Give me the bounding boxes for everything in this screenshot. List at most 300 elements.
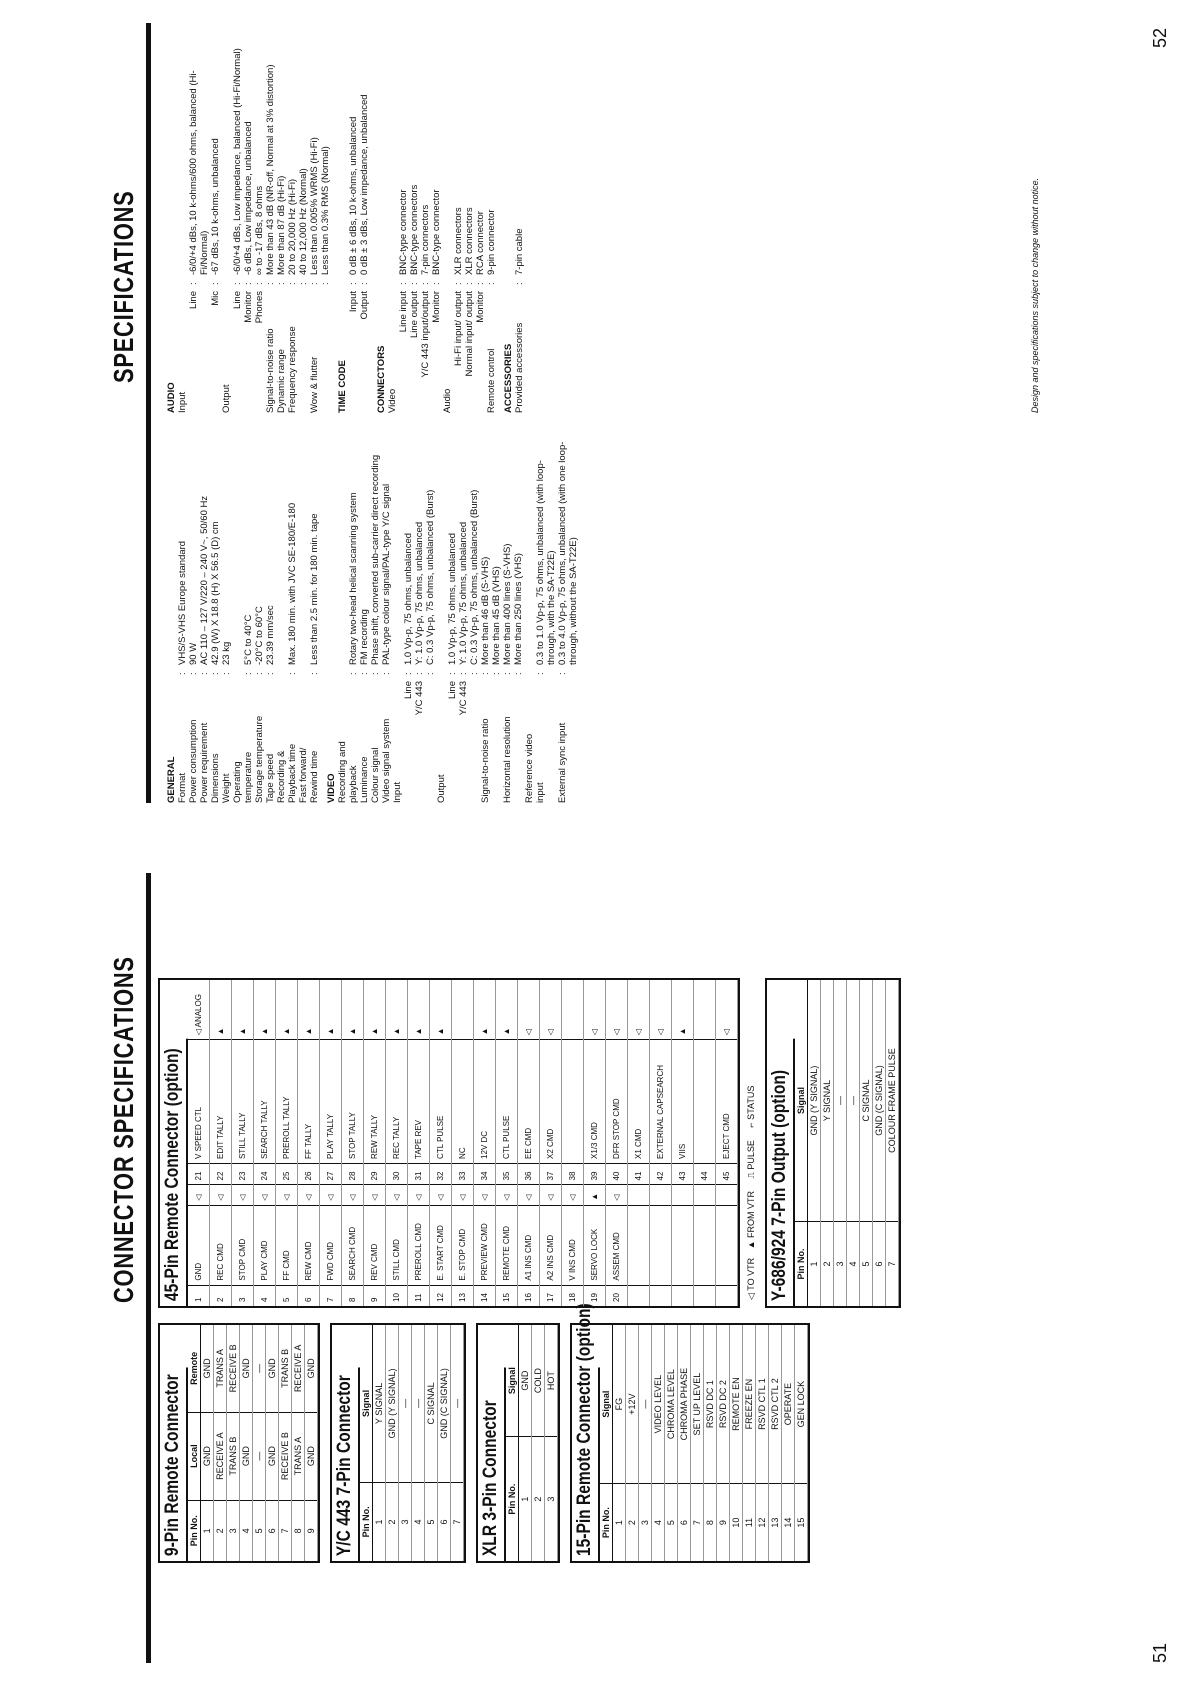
spec-key: Signal-to-noise ratio <box>265 328 276 413</box>
table-cell: A1 INS CMD <box>518 1205 540 1285</box>
column-header: Pin No. <box>188 1500 201 1561</box>
table-cell: 3 <box>639 1484 652 1561</box>
table-cell: CHROMA PHASE <box>678 1325 691 1484</box>
table-cell: GND (C SIGNAL) <box>438 1325 451 1482</box>
spec-value: Y: 1.0 Vp-p, 75 ohms, unbalanced <box>458 521 469 665</box>
spec-colon: : <box>309 672 320 675</box>
table-row <box>650 980 672 1306</box>
table-row <box>626 1325 639 1561</box>
spec-value: ∞ to -17 dBs, 8 ohms <box>254 185 265 275</box>
table-row <box>834 980 847 1306</box>
spec-value: Rotary two-head helical scanning system <box>348 492 359 665</box>
spec-row <box>359 33 370 413</box>
table-cell: ◁ ANALOG <box>188 980 210 1040</box>
spec-row <box>387 33 398 413</box>
table-cell: 26 <box>298 1163 320 1185</box>
spec-colon: : <box>464 282 475 285</box>
table-row <box>672 980 694 1306</box>
spec-key: Tape speed <box>265 753 276 803</box>
legend-status: STATUS <box>746 1085 756 1120</box>
spec-colon: : <box>320 282 331 285</box>
spec-value: -6/0/+4 dBs, Low impedance, balanced (Hi-Fi/Normal) <box>232 48 243 275</box>
spec-row <box>381 433 392 803</box>
table-row <box>584 980 606 1306</box>
column-header: Pin No. <box>360 1482 373 1561</box>
table-row <box>769 1325 782 1561</box>
table-cell: +12V <box>626 1325 639 1484</box>
table-cell <box>672 1185 694 1205</box>
spec-row <box>436 433 447 803</box>
spec-colon: : <box>381 672 392 675</box>
table-cell <box>628 1285 650 1306</box>
spec-value: C: 0.3 Vp-p, 75 ohms, unbalanced (Burst) <box>469 489 480 665</box>
column-header: Pin No. <box>795 1222 808 1306</box>
spec-colon: : <box>513 672 524 675</box>
table-cell: 28 <box>342 1163 364 1185</box>
table-cell <box>672 1285 694 1306</box>
spec-row <box>480 433 491 803</box>
table-cell: 21 <box>188 1163 210 1185</box>
spec-key: Recording and <box>337 741 348 803</box>
table-cell: 7 <box>320 1285 342 1306</box>
table-cell: 7 <box>279 1500 292 1561</box>
header-row <box>795 980 808 1306</box>
table-cell: 8 <box>704 1484 717 1561</box>
table-cell: ASSEM CMD <box>606 1205 628 1285</box>
spec-colon: : <box>199 672 210 675</box>
table-cell: SERVO LOCK <box>584 1205 606 1285</box>
page-number-right: 52 <box>1150 27 1170 48</box>
table-cell: C SIGNAL <box>860 980 873 1222</box>
spec-value: Less than 2.5 min. for 180 min. tape <box>309 513 320 665</box>
table-cell: ▲ <box>342 980 364 1040</box>
spec-value: More than 45 dB (VHS) <box>491 566 502 665</box>
table-cell: STILL TALLY <box>232 1040 254 1164</box>
table-cell: 4 <box>847 1222 860 1306</box>
spec-row <box>464 33 475 413</box>
table-cell: REMOTE CMD <box>496 1205 518 1285</box>
spec-colon: : <box>409 282 420 285</box>
table-cell: ◁ <box>628 980 650 1040</box>
spec-audio-timecode <box>160 33 525 413</box>
table-cell: GND <box>188 1205 210 1285</box>
table-cell: ▲ <box>430 980 452 1040</box>
table-row <box>386 1325 399 1561</box>
table-cell: TRANS B <box>279 1325 292 1412</box>
spec-value: 7-pin connectors <box>420 204 431 275</box>
table-cell <box>650 1185 672 1205</box>
spec-value: 90 W <box>188 642 199 665</box>
nine-pin-box <box>158 1323 320 1563</box>
spec-value <box>298 433 309 665</box>
table-cell: 5 <box>253 1500 266 1561</box>
table-cell: 38 <box>562 1163 584 1185</box>
spec-row <box>535 433 557 803</box>
spec-colon: : <box>469 672 480 675</box>
spec-title-bar <box>108 23 151 803</box>
table-cell: — <box>834 980 847 1222</box>
spec-colon: : <box>243 282 254 285</box>
table-cell: ◁ <box>232 1185 254 1205</box>
table-row <box>717 1325 730 1561</box>
table-cell: X2 CMD <box>540 1040 562 1164</box>
spec-key: Y/C 443 <box>414 681 425 716</box>
table-cell: GND <box>305 1412 318 1500</box>
table-cell: ◁ <box>452 1185 474 1205</box>
table-cell: PLAY TALLY <box>320 1040 342 1164</box>
table-cell: 36 <box>518 1163 540 1185</box>
table-cell: 1 <box>808 1222 821 1306</box>
spec-row <box>348 33 359 413</box>
table-row <box>782 1325 795 1561</box>
table-row <box>606 980 628 1306</box>
spec-row <box>210 33 221 413</box>
table-row <box>691 1325 704 1561</box>
table-row <box>860 980 873 1306</box>
spec-value: 20 to 20,000 Hz (Hi-Fi) <box>287 178 298 275</box>
spec-colon: : <box>309 282 320 285</box>
table-row <box>694 980 716 1306</box>
spec-row <box>491 433 502 803</box>
table-row <box>678 1325 691 1561</box>
table-cell: 22 <box>210 1163 232 1185</box>
spec-value: 5°C to 40°C <box>243 614 254 665</box>
spec-key: Line <box>232 291 243 309</box>
spec-value: Less than 0.005% WRMS (Hi-Fi) <box>309 137 320 275</box>
table-cell: 9 <box>717 1484 730 1561</box>
table-cell: 1 <box>201 1500 214 1561</box>
table-cell: 7 <box>886 1222 899 1306</box>
table-row <box>743 1325 756 1561</box>
table-cell: GND <box>201 1325 214 1412</box>
table-row <box>730 1325 743 1561</box>
spec-row <box>265 33 276 413</box>
table-row <box>342 980 364 1306</box>
table-cell: 7 <box>691 1484 704 1561</box>
table-cell: 45 <box>716 1163 738 1185</box>
spec-value <box>337 433 348 665</box>
spec-value: Less than 0.3% RMS (Normal) <box>320 146 331 275</box>
table-cell: 11 <box>743 1484 756 1561</box>
table-row <box>847 980 860 1306</box>
spec-section-heading: GENERAL <box>166 756 177 803</box>
table-row <box>821 980 834 1306</box>
column-header: Local <box>188 1412 201 1500</box>
yc443-box <box>330 1323 466 1563</box>
spec-value: Phase shift, converted sub-carrier direct recording <box>370 454 381 665</box>
spec-key: Input <box>177 391 188 413</box>
table-row <box>279 1325 292 1561</box>
table-cell: 2 <box>532 1437 545 1561</box>
spec-colon: : <box>502 672 513 675</box>
spec-value: 23 kg <box>221 641 232 665</box>
spec-value: 0.3 to 4.0 Vp-p, 75 ohms, unbalanced (with one loop-through, without the SA-T22E) <box>557 441 579 665</box>
spec-section-heading: CONNECTORS <box>376 345 387 413</box>
spec-colon <box>298 665 309 675</box>
table-cell: ◁ <box>430 1185 452 1205</box>
header-row <box>360 1325 373 1561</box>
spec-row <box>557 433 579 803</box>
table-cell <box>694 1285 716 1306</box>
spec-colon: : <box>210 672 221 675</box>
table-cell: ◁ <box>584 980 606 1040</box>
table-cell: 2 <box>821 1222 834 1306</box>
table-cell <box>628 1205 650 1285</box>
spec-key <box>298 285 309 413</box>
spec-row <box>409 33 420 413</box>
table-cell: SEARCH CMD <box>342 1205 364 1285</box>
table-cell <box>562 980 584 1040</box>
table-cell: 12 <box>756 1484 769 1561</box>
table-cell: VIDEO LEVEL <box>652 1325 665 1484</box>
table-cell: V INS CMD <box>562 1205 584 1285</box>
spec-row <box>210 433 221 803</box>
spec-row <box>243 433 254 803</box>
table-cell <box>650 1205 672 1285</box>
table-cell: FWD CMD <box>320 1205 342 1285</box>
spec-section-heading: AUDIO <box>166 382 177 413</box>
table-cell: RECEIVE A <box>214 1412 227 1500</box>
table-cell: 9 <box>364 1285 386 1306</box>
spec-value <box>442 33 453 275</box>
spec-row <box>298 33 309 413</box>
pulse-icon: ⎍ <box>746 1172 756 1179</box>
column-header: Signal <box>506 1325 519 1437</box>
table-cell: EJECT CMD <box>716 1040 738 1164</box>
spec-value <box>276 433 287 665</box>
connector-title: CONNECTOR SPECIFICATIONS <box>108 956 139 1303</box>
spec-key <box>491 675 502 803</box>
spec-colon: : <box>420 282 431 285</box>
spec-value: VHS/S-VHS Europe standard <box>177 540 188 665</box>
table-cell: REW TALLY <box>364 1040 386 1164</box>
table-cell <box>716 1185 738 1205</box>
spec-value: -20°C to 60°C <box>254 606 265 665</box>
table-cell: X1/3 CMD <box>584 1040 606 1164</box>
spec-key: Monitor <box>431 291 442 323</box>
table-cell: ▲ <box>276 980 298 1040</box>
table-cell: EDIT TALLY <box>210 1040 232 1164</box>
spec-colon <box>392 665 403 675</box>
spec-row <box>392 433 403 803</box>
table-cell <box>672 1205 694 1285</box>
spec-key: Playback time <box>287 743 298 803</box>
xlr-table <box>506 1325 558 1561</box>
spec-key <box>469 675 480 803</box>
table-row <box>232 980 254 1306</box>
spec-row <box>398 33 409 413</box>
spec-key: Reference video <box>524 733 535 803</box>
table-cell: ▲ <box>672 980 694 1040</box>
fortyfive-pin-title: 45-Pin Remote Connector (option) <box>160 1039 188 1306</box>
table-cell: ▲ <box>364 980 386 1040</box>
spec-key: Rewind time <box>309 750 320 803</box>
table-cell <box>716 1205 738 1285</box>
table-cell: 10 <box>386 1285 408 1306</box>
spec-key: Input <box>392 781 403 803</box>
spec-colon: : <box>232 282 243 285</box>
spec-colon <box>221 275 232 285</box>
table-cell: 3 <box>834 1222 847 1306</box>
table-row <box>665 1325 678 1561</box>
spec-value <box>177 33 188 275</box>
spec-colon <box>177 275 188 285</box>
spec-key: Line input <box>398 291 409 333</box>
table-cell: ▲ <box>496 980 518 1040</box>
table-cell: 6 <box>678 1484 691 1561</box>
table-cell: 16 <box>518 1285 540 1306</box>
table-cell: PREROLL CMD <box>408 1205 430 1285</box>
table-row <box>253 1325 266 1561</box>
spec-row <box>458 433 469 803</box>
table-cell: — <box>253 1412 266 1500</box>
table-row <box>430 980 452 1306</box>
spec-row <box>232 33 243 413</box>
table-cell: 32 <box>430 1163 452 1185</box>
spec-row <box>221 33 232 413</box>
spec-key: Power consumption <box>188 719 199 803</box>
spec-colon: : <box>265 672 276 675</box>
page-number-left: 51 <box>1150 1642 1170 1663</box>
table-cell: ◁ <box>408 1185 430 1205</box>
spec-value <box>436 433 447 665</box>
spec-section-heading: VIDEO <box>326 773 337 803</box>
table-cell: E. STOP CMD <box>452 1205 474 1285</box>
table-cell: REC TALLY <box>386 1040 408 1164</box>
table-cell: 4 <box>254 1285 276 1306</box>
table-cell: 15 <box>795 1484 808 1561</box>
spec-row <box>298 433 309 803</box>
table-cell: FREEZE EN <box>743 1325 756 1484</box>
table-cell <box>716 1285 738 1306</box>
col-45pin <box>158 978 911 1308</box>
table-cell: ▲ <box>584 1185 606 1205</box>
spec-row <box>514 33 525 413</box>
table-cell: ◁ <box>210 1185 232 1205</box>
spec-row <box>188 433 199 803</box>
table-cell: ▲ <box>232 980 254 1040</box>
table-cell: 2 <box>210 1285 232 1306</box>
spec-colon <box>524 665 535 675</box>
spec-row <box>469 433 480 803</box>
spec-row <box>513 433 524 803</box>
spec-row <box>188 33 210 413</box>
table-cell: ◁ <box>386 1185 408 1205</box>
table-cell: REW CMD <box>298 1205 320 1285</box>
table-cell: CHROMA LEVEL <box>665 1325 678 1484</box>
table-cell: GEN LOCK <box>795 1325 808 1484</box>
spec-key: Fast forward/ <box>298 747 309 803</box>
spec-colon: : <box>265 282 276 285</box>
table-cell: — <box>639 1325 652 1484</box>
spec-value: BNC-type connector <box>398 189 409 275</box>
spec-colon: : <box>177 672 188 675</box>
spec-value: C: 0.3 Vp-p, 75 ohms, unbalanced (Burst) <box>425 489 436 665</box>
yc443-table <box>360 1325 464 1561</box>
fortyfive-pin-box <box>158 978 740 1308</box>
spec-key <box>320 285 331 413</box>
table-cell <box>694 1040 716 1164</box>
spec-colon: : <box>188 672 199 675</box>
spec-value: More than 400 lines (S-VHS) <box>502 543 513 665</box>
spec-key <box>425 675 436 803</box>
table-cell: ◁ <box>496 1185 518 1205</box>
table-cell: 1 <box>613 1484 626 1561</box>
spec-colon <box>276 665 287 675</box>
table-row <box>545 1325 558 1561</box>
table-cell: ◁ <box>518 1185 540 1205</box>
spec-row <box>431 33 442 413</box>
spec-key: Luminance <box>359 756 370 803</box>
table-row <box>519 1325 532 1561</box>
table-cell: — <box>451 1325 464 1482</box>
spec-colon: : <box>458 672 469 675</box>
table-cell: 33 <box>452 1163 474 1185</box>
table-row <box>496 980 518 1306</box>
spec-value: 42.9 (W) X 18.8 (H) X 56.5 (D) cm <box>210 521 221 665</box>
table-row <box>305 1325 318 1561</box>
spec-value: 1.0 Vp-p, 75 ohms, unbalanced <box>403 532 414 665</box>
table-cell: ▲ <box>210 980 232 1040</box>
spec-value <box>221 33 232 275</box>
spec-colon: : <box>398 282 409 285</box>
spec-row <box>254 433 265 803</box>
table-cell: COLD <box>532 1325 545 1437</box>
fifteen-pin-table <box>600 1325 808 1561</box>
table-cell: 24 <box>254 1163 276 1185</box>
table-cell: 13 <box>452 1285 474 1306</box>
table-cell: 23 <box>232 1163 254 1185</box>
table-row <box>716 980 738 1306</box>
table-cell: 5 <box>860 1222 873 1306</box>
spec-key: Dimensions <box>210 753 221 803</box>
spec-colon: : <box>425 672 436 675</box>
spec-value: More than 250 lines (VHS) <box>513 553 524 665</box>
connector-title-bar <box>108 873 151 1663</box>
table-cell: ◁ <box>276 1185 298 1205</box>
table-cell: REMOTE EN <box>730 1325 743 1484</box>
table-cell: ◁ <box>254 1185 276 1205</box>
table-row <box>474 980 496 1306</box>
table-cell <box>452 980 474 1040</box>
column-header: Pin No. <box>506 1437 519 1561</box>
spec-value <box>392 433 403 665</box>
table-cell: TAPE REV <box>408 1040 430 1164</box>
spec-value: XLR connectors <box>453 207 464 275</box>
spec-title: SPECIFICATIONS <box>108 190 139 383</box>
table-row <box>562 980 584 1306</box>
spec-colon: : <box>210 282 221 285</box>
y686-box <box>765 978 901 1308</box>
table-cell: 44 <box>694 1163 716 1185</box>
spec-key: input <box>535 782 546 803</box>
table-cell: FG <box>613 1325 626 1484</box>
spec-row <box>221 433 232 803</box>
spec-key: Wow & flutter <box>309 356 320 413</box>
spec-key: Frequency response <box>287 326 298 413</box>
spec-colon <box>337 665 348 675</box>
table-cell: GND <box>305 1325 318 1412</box>
spec-value: AC 110 – 127 V/220 – 240 V~, 50/60 Hz <box>199 495 210 665</box>
table-cell: 14 <box>474 1285 496 1306</box>
y686-table <box>795 980 899 1306</box>
spec-value: 7-pin cable <box>514 228 525 275</box>
table-cell: DFR STOP CMD <box>606 1040 628 1164</box>
spec-value: XLR connectors <box>464 207 475 275</box>
spec-key: Horizontal resolution <box>502 716 513 803</box>
table-cell: 2 <box>626 1484 639 1561</box>
table-cell: EXTERNAL CAPSEARCH <box>650 1040 672 1164</box>
